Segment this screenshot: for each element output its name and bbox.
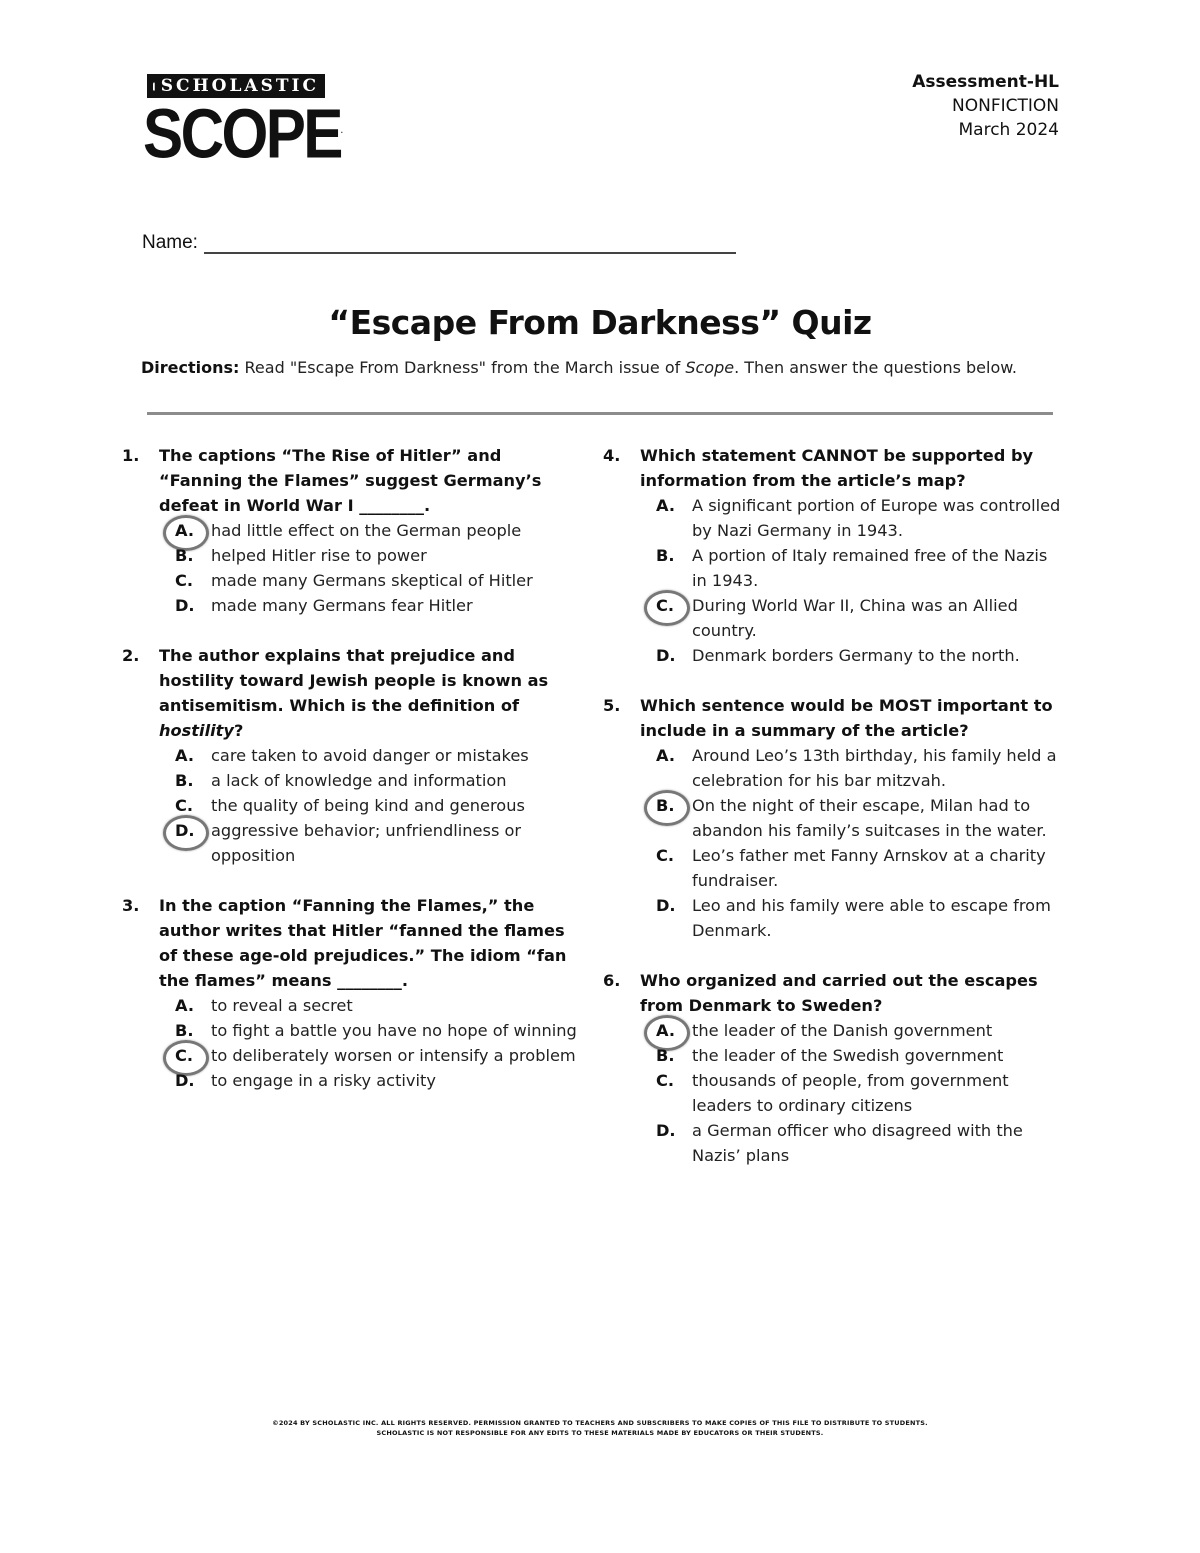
name-label: Name: <box>142 232 198 253</box>
option-letter: A. <box>175 746 194 765</box>
option-text: care taken to avoid danger or mistakes <box>211 746 529 765</box>
answer-option[interactable] <box>656 643 1063 668</box>
answer-option[interactable] <box>175 568 582 593</box>
answer-option[interactable] <box>656 1118 1063 1168</box>
answer-option[interactable] <box>656 543 1063 593</box>
option-text: to engage in a risky activity <box>211 1071 436 1090</box>
answer-option[interactable] <box>656 1018 1063 1043</box>
option-text: On the night of their escape, Milan had to abandon his family’s suitcases in the water. <box>692 796 1047 840</box>
option-letter-selected: D. <box>175 818 211 868</box>
option-letter-selected: B. <box>656 793 692 843</box>
assessment-meta <box>912 70 1059 142</box>
directions <box>141 357 1061 378</box>
answer-option[interactable] <box>175 818 582 868</box>
question-4 <box>603 443 1063 668</box>
option-text: Leo’s father met Fanny Arnskov at a charity fundraiser. <box>692 846 1046 890</box>
option-text: A significant portion of Europe was controlled by Nazi Germany in 1943. <box>692 496 1061 540</box>
option-text: to fight a battle you have no hope of winning <box>211 1021 577 1040</box>
question-6 <box>603 968 1063 1168</box>
copyright-footer <box>0 1418 1200 1438</box>
option-letter: B. <box>656 1046 675 1065</box>
option-text: Around Leo’s 13th birthday, his family held a celebration for his bar mitzvah. <box>692 746 1057 790</box>
answer-option[interactable] <box>656 1043 1063 1068</box>
question-text: Who organized and carried out the escapes from Denmark to Sweden? <box>640 971 1038 1015</box>
option-letter-selected: C. <box>175 1043 211 1068</box>
answer-option[interactable] <box>656 893 1063 943</box>
assessment-type: Assessment-HL <box>912 72 1059 92</box>
option-text: a lack of knowledge and information <box>211 771 507 790</box>
name-input-line[interactable] <box>204 234 736 254</box>
option-letter: C. <box>175 571 194 590</box>
logo-brand-top: SCHOLASTIC <box>160 76 319 96</box>
question-text: Which statement CANNOT be supported by information from the article’s map? <box>640 446 1034 490</box>
option-text: made many Germans fear Hitler <box>211 596 473 615</box>
question-number: 4. <box>603 446 621 465</box>
answer-option[interactable] <box>175 793 582 818</box>
answer-option[interactable] <box>656 493 1063 543</box>
option-letter-selected: C. <box>656 593 692 643</box>
question-number: 3. <box>122 896 140 915</box>
footer-line-1: ©2024 BY SCHOLASTIC INC. ALL RIGHTS RESERVED. PERMISSION GRANTED TO TEACHERS AND SUBSCRIBERS TO MAKE COPIES OF THIS FILE TO DISTRIBUTE TO STUDENTS. <box>272 1419 928 1427</box>
question-number: 6. <box>603 971 621 990</box>
answer-option[interactable] <box>175 993 582 1018</box>
questions-left-column <box>122 443 582 1118</box>
option-letter: B. <box>175 771 194 790</box>
option-text: Denmark borders Germany to the north. <box>692 646 1020 665</box>
option-letter: A. <box>656 496 675 515</box>
question-5 <box>603 693 1063 943</box>
directions-text-1: Read "Escape From Darkness" from the March issue of <box>239 358 686 377</box>
answer-option[interactable] <box>175 743 582 768</box>
question-3 <box>122 893 582 1093</box>
answer-option[interactable] <box>175 518 582 543</box>
question-number: 2. <box>122 646 140 665</box>
answer-option[interactable] <box>175 593 582 618</box>
answer-option[interactable] <box>656 1068 1063 1118</box>
option-letter: C. <box>656 1071 675 1090</box>
option-letter: B. <box>175 546 194 565</box>
directions-italic: Scope <box>685 358 735 377</box>
directions-text-2: . Then answer the questions below. <box>734 358 1017 377</box>
option-letter: B. <box>175 1021 194 1040</box>
footer-line-2: SCHOLASTIC IS NOT RESPONSIBLE FOR ANY EDITS TO THESE MATERIALS MADE BY EDUCATORS OR THEIR STUDENTS. <box>376 1429 824 1437</box>
directions-label: Directions: <box>141 358 240 377</box>
option-text: to deliberately worsen or intensify a problem <box>211 1046 576 1065</box>
answer-option[interactable] <box>175 1043 582 1068</box>
genre-label: NONFICTION <box>952 96 1059 116</box>
option-text: the leader of the Swedish government <box>692 1046 1004 1065</box>
section-divider <box>147 412 1053 415</box>
answer-option[interactable] <box>175 1018 582 1043</box>
scholastic-scope-logo <box>143 74 343 173</box>
issue-date: March 2024 <box>958 120 1059 140</box>
option-text: the leader of the Danish government <box>692 1021 993 1040</box>
option-letter: A. <box>656 746 675 765</box>
option-text: helped Hitler rise to power <box>211 546 427 565</box>
questions-right-column <box>603 443 1063 1193</box>
answer-option[interactable] <box>175 1068 582 1093</box>
option-text: the quality of being kind and generous <box>211 796 525 815</box>
option-letter: C. <box>656 846 675 865</box>
option-letter: D. <box>175 596 195 615</box>
answer-option[interactable] <box>175 768 582 793</box>
logo-brand-main: SCOPE. <box>143 94 343 173</box>
option-text: had little effect on the German people <box>211 521 522 540</box>
option-text: a German officer who disagreed with the Nazis’ plans <box>692 1121 1023 1165</box>
question-text: Which sentence would be MOST important to include in a summary of the article? <box>640 696 1053 740</box>
option-letter: A. <box>175 996 194 1015</box>
option-letter: D. <box>175 1071 195 1090</box>
question-number: 5. <box>603 696 621 715</box>
option-letter: D. <box>656 896 676 915</box>
option-text: thousands of people, from government leaders to ordinary citizens <box>692 1071 1009 1115</box>
name-field <box>142 232 736 254</box>
question-number: 1. <box>122 446 140 465</box>
question-2 <box>122 643 582 868</box>
question-text: The captions “The Rise of Hitler” and “Fanning the Flames” suggest Germany’s defeat in World War I ________. <box>159 446 542 515</box>
option-letter: B. <box>656 546 675 565</box>
answer-option[interactable] <box>656 743 1063 793</box>
option-letter-selected: A. <box>656 1018 692 1043</box>
answer-option[interactable] <box>656 593 1063 643</box>
answer-option[interactable] <box>656 843 1063 893</box>
option-text: A portion of Italy remained free of the Nazis in 1943. <box>692 546 1048 590</box>
answer-option[interactable] <box>656 793 1063 843</box>
option-text: Leo and his family were able to escape from Denmark. <box>692 896 1051 940</box>
option-letter-selected: A. <box>175 518 211 543</box>
option-letter: D. <box>656 1121 676 1140</box>
option-letter: C. <box>175 796 194 815</box>
answer-option[interactable] <box>175 543 582 568</box>
option-text: to reveal a secret <box>211 996 353 1015</box>
option-letter: D. <box>656 646 676 665</box>
book-icon <box>153 81 155 91</box>
question-text: In the caption “Fanning the Flames,” the author writes that Hitler “fanned the flames of these age-old prejudices.” The idiom “fan the flames” means ________. <box>159 896 567 990</box>
option-text: aggressive behavior; unfriendliness or opposition <box>211 821 522 865</box>
option-text: made many Germans skeptical of Hitler <box>211 571 533 590</box>
question-text: The author explains that prejudice and hostility toward Jewish people is known as antisemitism. Which is the definition of hostility? <box>159 646 549 740</box>
page-title: “Escape From Darkness” Quiz <box>328 303 872 342</box>
question-1 <box>122 443 582 618</box>
option-text: During World War II, China was an Allied country. <box>692 596 1018 640</box>
